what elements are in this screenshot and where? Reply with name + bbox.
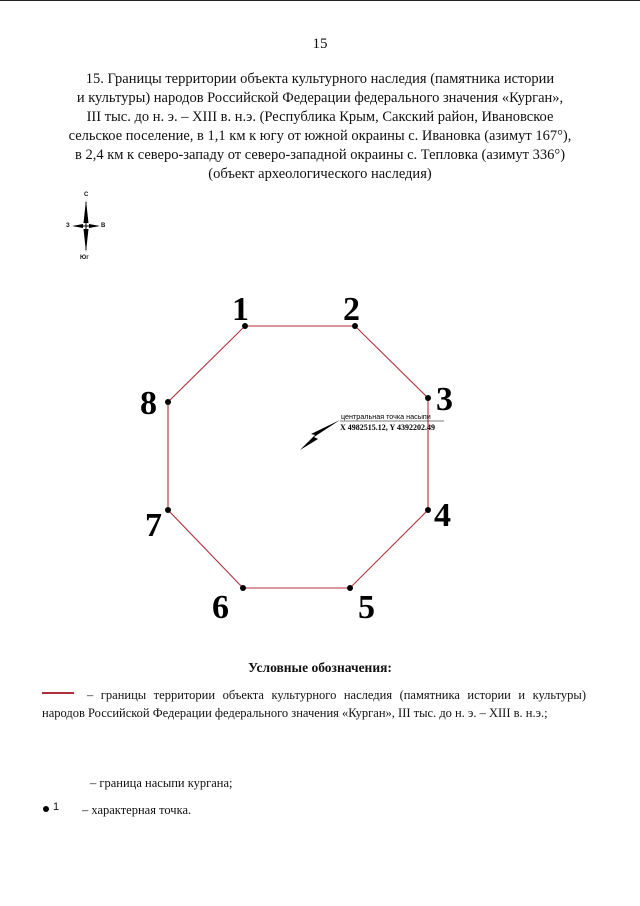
compass-rose xyxy=(62,186,118,266)
boundary-point-label-5: 5 xyxy=(358,589,375,620)
legend-point-description: – характерная точка. xyxy=(82,803,192,817)
title-line: и культуры) народов Российской Федерации федерального значения «Курган», xyxy=(76,90,564,106)
boundary-point-8 xyxy=(165,399,171,405)
boundary-point-label-8: 8 xyxy=(140,385,157,422)
boundary-point-label-1: 1 xyxy=(232,291,249,328)
center-pointer-arrow xyxy=(300,420,340,450)
boundary-point-label-7: 7 xyxy=(145,507,162,544)
legend-heading: Условные обозначения: xyxy=(248,660,392,675)
page-number: 15 xyxy=(312,36,328,52)
legend-point-symbol xyxy=(43,806,49,812)
legend-boundary-description: – границы территории объекта культурного наследия (памятника истории и культуры) народов Российской Федерации федерального значения «Курган», III тыс. до н. э. – XIII в. н.э.; xyxy=(42,688,586,720)
compass-north-label: С xyxy=(84,192,89,198)
top-border xyxy=(0,0,640,1)
title-line: сельское поселение, в 1,1 км к югу от южной окраины с. Ивановка (азимут 167°), xyxy=(68,128,572,144)
legend-point-symbol-label: 1 xyxy=(53,801,60,813)
compass-south-label: Юг xyxy=(80,255,89,261)
title-line: 15. Границы территории объекта культурного наследия (памятника истории xyxy=(85,71,555,87)
boundary-point-label-4: 4 xyxy=(434,497,451,534)
title-line: (объект археологического наследия) xyxy=(208,166,432,182)
compass-west-label: З xyxy=(66,223,70,229)
boundary-point-7 xyxy=(165,507,171,513)
title-line: III тыс. до н. э. – XIII в. н.э. (Республика Крым, Сакский район, Ивановское xyxy=(86,109,554,125)
boundary-map xyxy=(0,270,640,620)
boundary-point-label-3: 3 xyxy=(436,381,453,418)
center-point-coordinates: X 4982515.12, Y 4392202.49 xyxy=(340,423,435,432)
boundary-point-label-6: 6 xyxy=(212,589,229,620)
legend-mound-description: – граница насыпи кургана; xyxy=(90,776,233,790)
boundary-point-label-2: 2 xyxy=(343,291,360,328)
compass-arrow-icon xyxy=(62,186,118,266)
document-title xyxy=(40,70,600,184)
boundary-polygon xyxy=(168,326,428,588)
compass-east-label: В xyxy=(101,223,106,229)
boundary-point-4 xyxy=(425,507,431,513)
boundary-point-5 xyxy=(347,585,353,591)
boundary-point-3 xyxy=(425,395,431,401)
title-line: в 2,4 км к северо-западу от северо-западной окраины с. Тепловка (азимут 336°) xyxy=(74,147,566,163)
boundary-point-6 xyxy=(240,585,246,591)
center-point-caption: центральная точка насыпи xyxy=(341,412,431,421)
